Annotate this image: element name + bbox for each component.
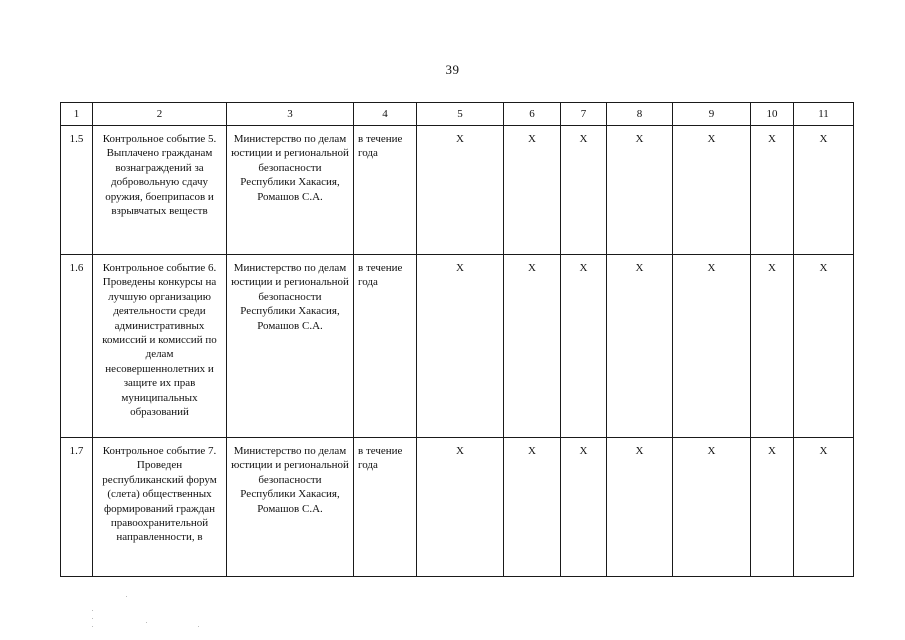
header-col-9: 9 <box>673 103 751 126</box>
executor: Министерство по делам юстиции и региональной безопасности Республики Хакасия, Ромашов С.А. <box>227 255 354 438</box>
header-row <box>61 103 854 126</box>
mark-col-8: X <box>607 255 673 438</box>
mark-col-5: X <box>417 438 504 577</box>
term: в течение года <box>354 126 417 255</box>
executor: Министерство по делам юстиции и региональной безопасности Республики Хакасия, Ромашов С.А. <box>227 438 354 577</box>
row-number: 1.5 <box>61 126 93 255</box>
mark-col-11: X <box>794 438 854 577</box>
header-col-8: 8 <box>607 103 673 126</box>
plan-table <box>60 102 854 577</box>
mark-col-9: X <box>673 126 751 255</box>
header-col-2: 2 <box>93 103 227 126</box>
mark-col-8: X <box>607 438 673 577</box>
mark-col-10: X <box>751 438 794 577</box>
header-col-6: 6 <box>504 103 561 126</box>
table-row <box>61 255 854 438</box>
mark-col-9: X <box>673 255 751 438</box>
header-col-4: 4 <box>354 103 417 126</box>
term: в течение года <box>354 438 417 577</box>
header-col-1: 1 <box>61 103 93 126</box>
mark-col-6: X <box>504 126 561 255</box>
control-event: Контрольное событие 6. Проведены конкурсы на лучшую организацию деятельности среди административных комиссий и комиссий по делам несовершеннолетних и защите их прав муниципальных образований <box>93 255 227 438</box>
row-number: 1.6 <box>61 255 93 438</box>
mark-col-7: X <box>561 438 607 577</box>
mark-col-5: X <box>417 255 504 438</box>
mark-col-9: X <box>673 438 751 577</box>
header-col-3: 3 <box>227 103 354 126</box>
page-number: 39 <box>445 62 460 77</box>
table-row <box>61 126 854 255</box>
table-row <box>61 438 854 577</box>
mark-col-11: X <box>794 126 854 255</box>
header-col-7: 7 <box>561 103 607 126</box>
header-col-11: 11 <box>794 103 854 126</box>
control-event: Контрольное событие 7. Проведен республиканский форум (слета) общественных формирований граждан правоохранительной направленности, в <box>93 438 227 577</box>
control-event: Контрольное событие 5. Выплачено гражданам вознаграждений за добровольную сдачу оружия, боеприпасов и взрывчатых веществ <box>93 126 227 255</box>
mark-col-11: X <box>794 255 854 438</box>
mark-col-10: X <box>751 126 794 255</box>
term: в течение года <box>354 255 417 438</box>
mark-col-6: X <box>504 255 561 438</box>
header-col-5: 5 <box>417 103 504 126</box>
header-col-10: 10 <box>751 103 794 126</box>
mark-col-8: X <box>607 126 673 255</box>
executor: Министерство по делам юстиции и региональной безопасности Республики Хакасия, Ромашов С.А. <box>227 126 354 255</box>
mark-col-7: X <box>561 126 607 255</box>
mark-col-7: X <box>561 255 607 438</box>
mark-col-5: X <box>417 126 504 255</box>
mark-col-10: X <box>751 255 794 438</box>
scan-noise <box>90 596 230 636</box>
row-number: 1.7 <box>61 438 93 577</box>
mark-col-6: X <box>504 438 561 577</box>
